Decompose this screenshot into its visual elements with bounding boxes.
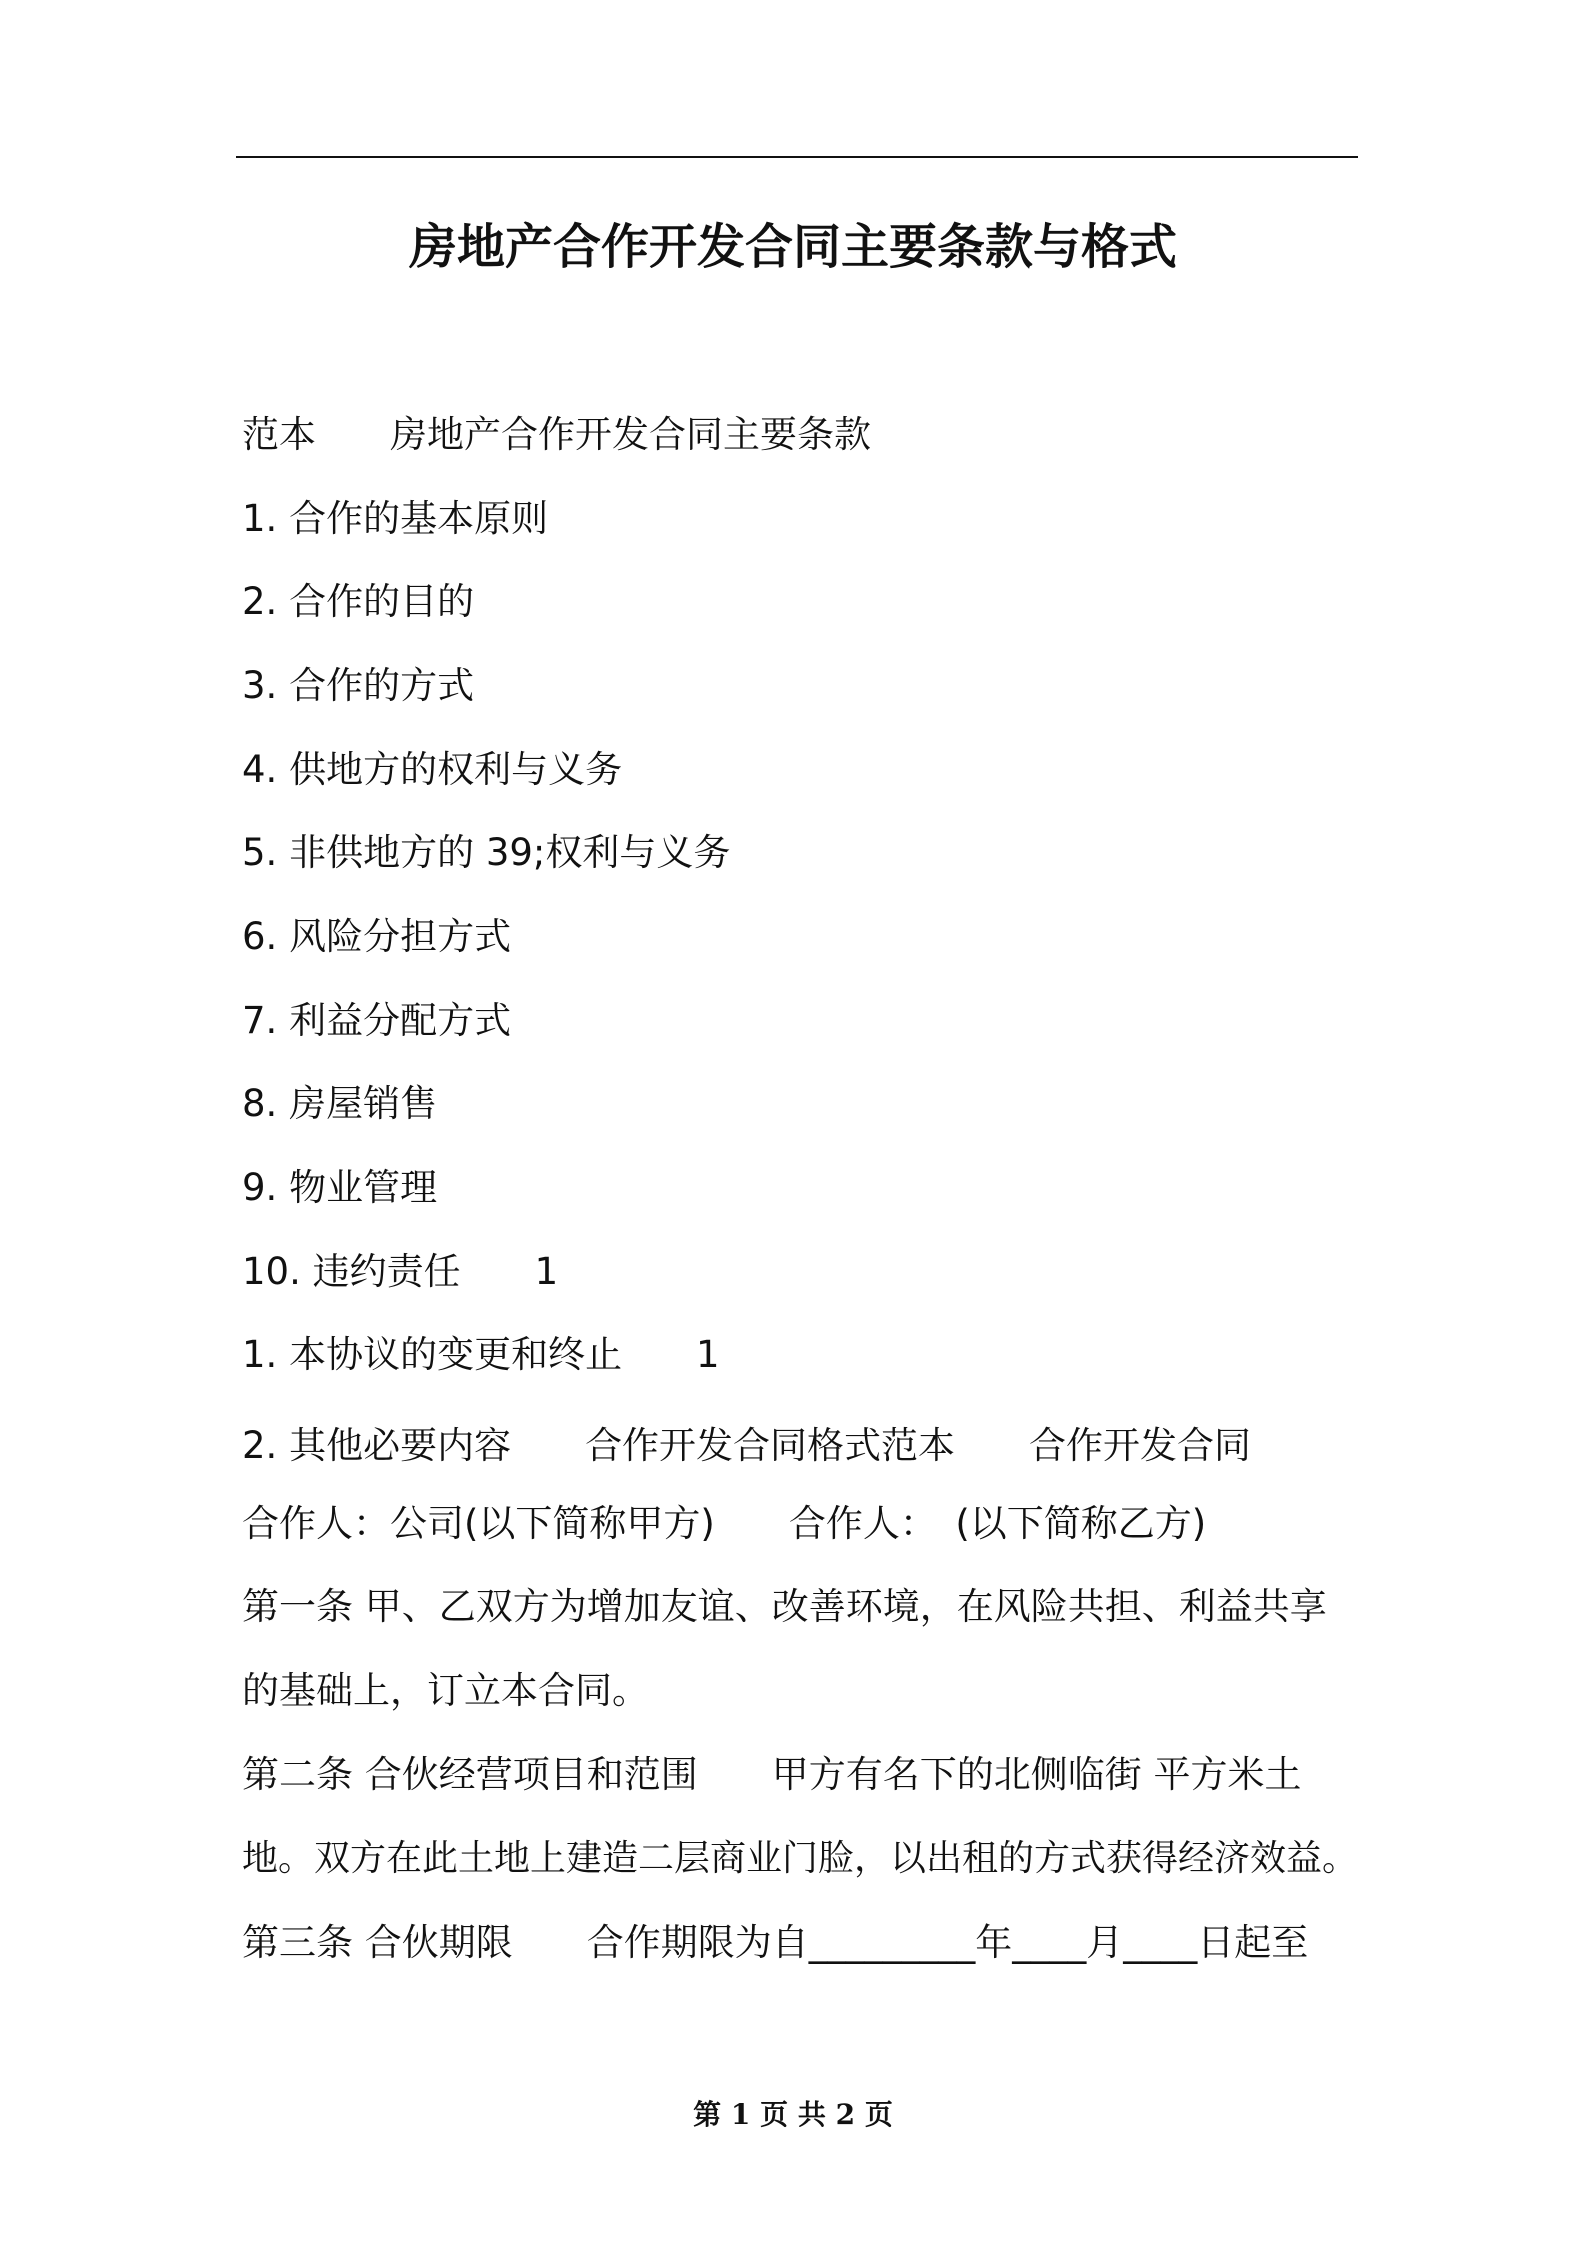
text-line: 1. 本协议的变更和终止 1 [242,1333,720,1376]
text-line: 第一条 甲、乙双方为增加友谊、改善环境，在风险共担、利益共享 [242,1585,1327,1628]
text-line: 4. 供地方的权利与义务 [242,748,623,791]
text-line: 8. 房屋销售 [242,1082,438,1125]
text-line: 6. 风险分担方式 [242,915,512,958]
text-line: 5. 非供地方的 39;权利与义务 [242,831,731,874]
document-title: 房地产合作开发合同主要条款与格式 [408,219,1177,275]
text-line: 3. 合作的方式 [242,664,475,707]
header-rule [236,156,1358,158]
text-line: 第二条 合伙经营项目和范围 甲方有名下的北侧临街 平方米土 [242,1753,1302,1796]
text-line: 9. 物业管理 [242,1166,438,1209]
text-line: 范本 房地产合作开发合同主要条款 [242,413,871,456]
text-line: 的基础上，订立本合同。 [242,1669,649,1712]
text-line: 10. 违约责任 1 [242,1250,559,1293]
text-line: 地。双方在此土地上建造二层商业门脸，以出租的方式获得经济效益。 [242,1838,1359,1879]
text-line: 2. 其他必要内容 合作开发合同格式范本 合作开发合同 [242,1424,1252,1467]
page-number: 第 1 页 共 2 页 [693,2098,893,2131]
text-line: 第三条 合伙期限 合作期限为自_________年____月____日起至 [242,1921,1309,1964]
text-line: 7. 利益分配方式 [242,999,512,1042]
text-line: 1. 合作的基本原则 [242,497,549,540]
text-line: 2. 合作的目的 [242,580,475,623]
text-line: 合作人：公司(以下简称甲方) 合作人： (以下简称乙方) [242,1502,1207,1545]
